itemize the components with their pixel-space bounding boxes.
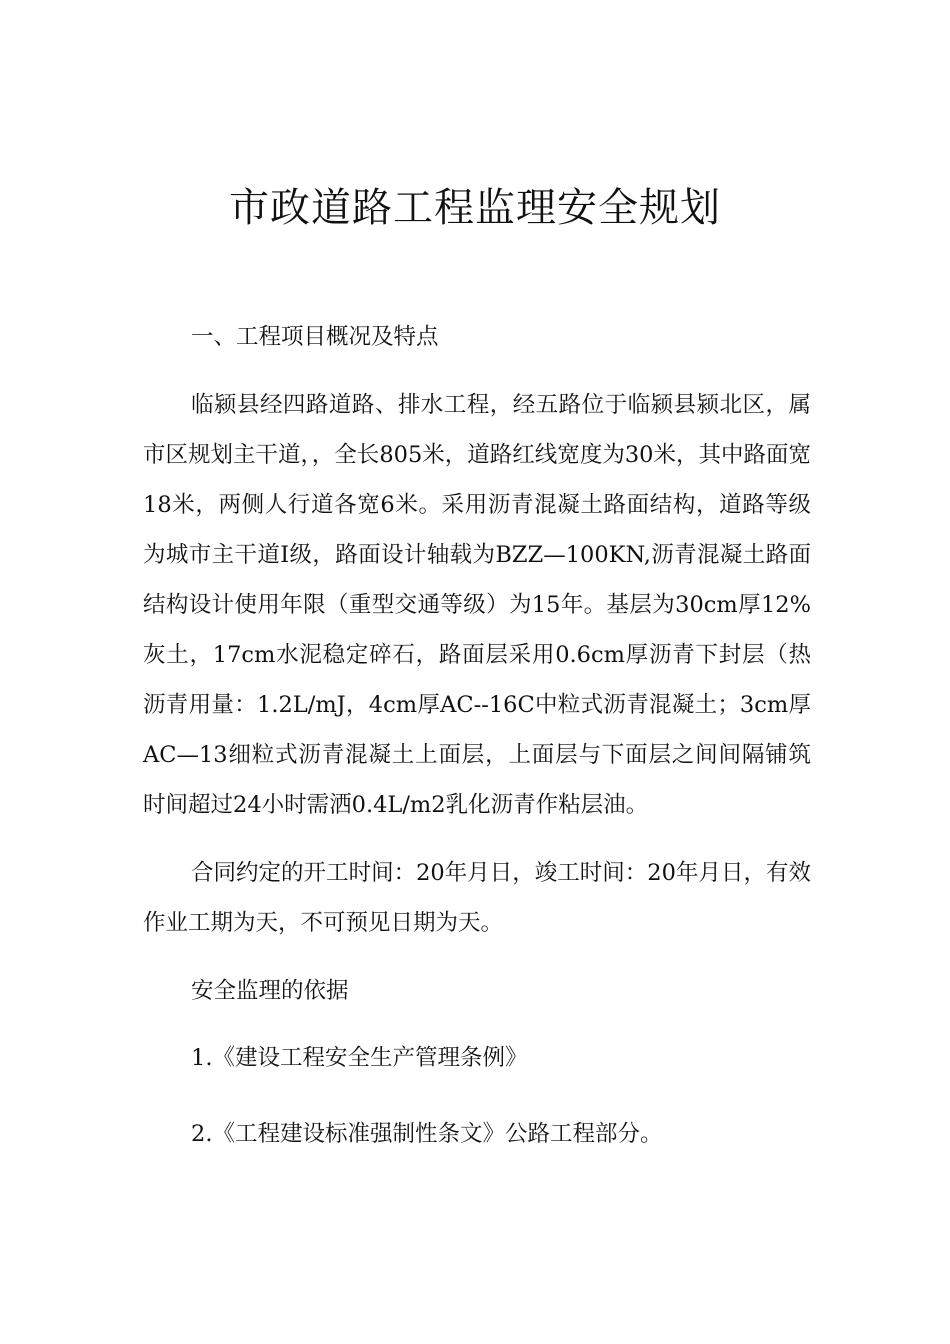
section-heading-project-overview: 一、工程项目概况及特点 <box>191 324 439 350</box>
paragraph-project-description: 临颍县经四路道路、排水工程，经五路位于临颍县颍北区，属市区规划主干道，，全长805米，道路红线宽度为30米，其中路面宽18米，两侧人行道各宽6米。采用沥青混凝土路面结构，道路等级为城市主干道Ⅰ级，路面设计轴载为BZZ—100KN,沥青混凝土路面结构设计使用年限（重型交通等级）为15年。基层为30cm厚12%灰土，17cm水泥稳定碎石，路面层采用0.6cm厚沥青下封层（热沥青用量：1.2L/mJ，4cm厚AC--16C中粒式沥青混凝土；3cm厚AC—13细粒式沥青混凝土上面层，上面层与下面层之间间隔铺筑时间超过24小时需洒0.4L/m2乳化沥青作粘层油。 <box>143 392 811 818</box>
reference-item-1: 1.《建设工程安全生产管理条例》 <box>191 1045 528 1071</box>
reference-item-2: 2.《工程建设标准强制性条文》公路工程部分。 <box>191 1121 663 1147</box>
section-heading-safety-basis: 安全监理的依据 <box>191 978 349 1004</box>
paragraph-contract-schedule: 合同约定的开工时间：20年月日，竣工时间：20年月日，有效作业工期为天，不可预见日期为天。 <box>143 860 811 936</box>
document-title: 市政道路工程监理安全规划 <box>229 185 721 231</box>
